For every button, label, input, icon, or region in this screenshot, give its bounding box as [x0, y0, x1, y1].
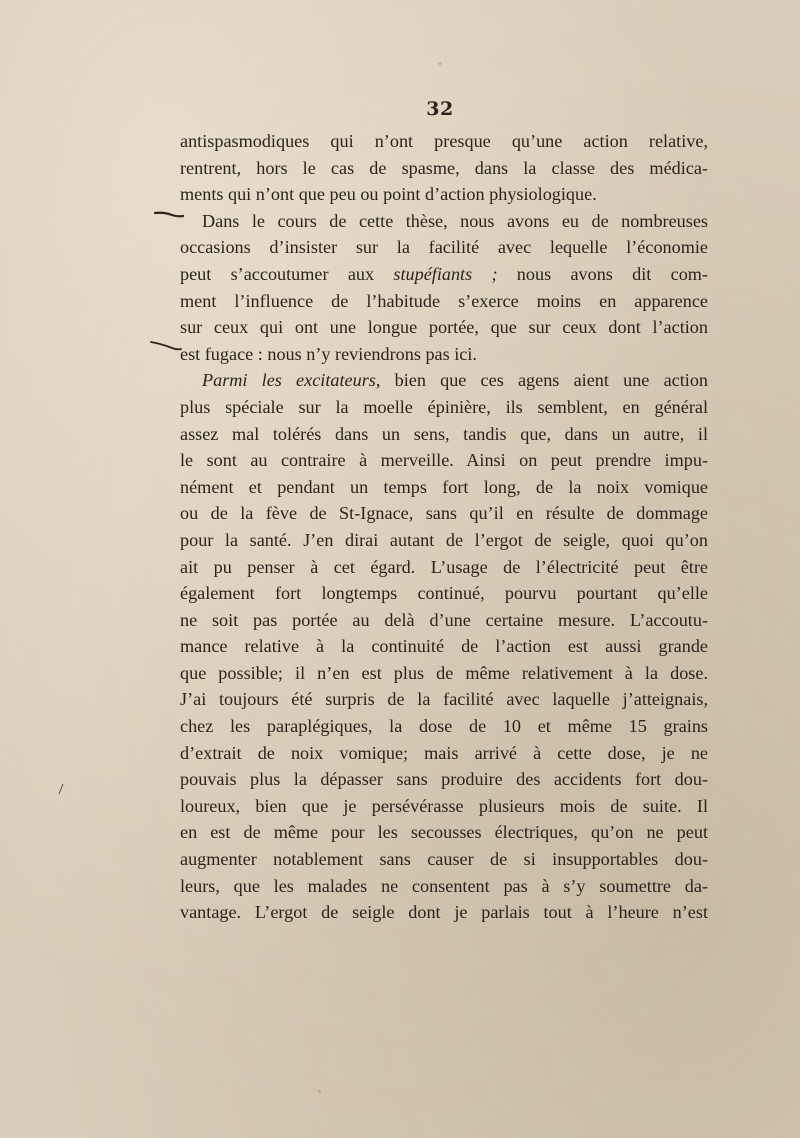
- text-line: vantage. L’ergot de seigle dont je parlais tout à l’heure n’est: [180, 902, 708, 923]
- text-line: le sont au contraire à merveille. Ainsi on peut prendre impu-: [180, 450, 708, 471]
- paper-spot: [438, 62, 442, 65]
- margin-mark-lower: [150, 340, 178, 348]
- text-line: nément et pendant un temps fort long, de la noix vomique: [180, 476, 708, 497]
- text-line: leurs, que les malades ne consentent pas à s’y soumettre da-: [180, 875, 708, 896]
- text-line: plus spéciale sur la moelle épinière, ils semblent, en général: [180, 396, 708, 417]
- text-fragment: peut s’accoutumer aux: [180, 263, 394, 284]
- margin-mark-upper: [154, 210, 182, 218]
- text-line: ment l’influence de l’habitude s’exerce moins en apparence: [180, 290, 708, 311]
- page-number: 32: [426, 98, 454, 120]
- text-line: occasions d’insister sur la facilité avec lequelle l’économie: [180, 237, 708, 258]
- text-line: ments qui n’ont que peu ou point d’action physiologique.: [180, 184, 597, 205]
- paper-spot: [318, 1090, 321, 1093]
- text-fragment: , bien que ces agens aient une action: [375, 370, 708, 391]
- margin-tick: [58, 780, 64, 799]
- text-line: loureux, bien que je persévérasse plusieurs mois de suite. Il: [180, 795, 708, 816]
- text-line: ait pu penser à cet égard. L’usage de l’électricité peut être: [180, 556, 708, 577]
- body-text: [180, 128, 708, 926]
- text-line: augmenter notablement sans causer de si insupportables dou-: [180, 849, 708, 870]
- italic-text: stupéfiants ;: [393, 263, 498, 284]
- text-line: également fort longtemps continué, pourvu pourtant qu’elle: [180, 583, 708, 604]
- text-line: antispasmodiques qui n’ont presque qu’une action relative,: [180, 131, 708, 151]
- text-line: Dans le cours de cette thèse, nous avons eu de nombreuses: [202, 210, 708, 231]
- text-line: d’extrait de noix vomique; mais arrivé à cette dose, je ne: [180, 742, 708, 763]
- text-line: pouvais plus la dépasser sans produire des accidents fort dou-: [180, 769, 708, 790]
- text-line: ne soit pas portée au delà d’une certaine mesure. L’accoutu-: [180, 609, 708, 630]
- text-line: ou de la fève de St-Ignace, sans qu’il en résulte de dommage: [180, 503, 708, 524]
- text-line: J’ai toujours été surpris de la facilité avec laquelle j’atteignais,: [180, 689, 708, 710]
- text-line: pour la santé. J’en dirai autant de l’ergot de seigle, quoi qu’on: [180, 529, 708, 550]
- text-line: chez les paraplégiques, la dose de 10 et même 15 grains: [180, 716, 708, 737]
- text-line: [180, 261, 708, 288]
- italic-text: Parmi les excitateurs: [202, 370, 376, 391]
- text-line: sur ceux qui ont une longue portée, que sur ceux dont l’action: [180, 317, 708, 338]
- text-line: en est de même pour les secousses électriques, qu’on ne peut: [180, 822, 708, 843]
- text-line: assez mal tolérés dans un sens, tandis que, dans un autre, il: [180, 423, 708, 444]
- text-fragment: nous avons dit com-: [497, 263, 708, 284]
- text-line: [180, 367, 708, 394]
- text-line: rentrent, hors le cas de spasme, dans la classe des médica-: [180, 157, 708, 178]
- text-line: que possible; il n’en est plus de même relativement à la dose.: [180, 662, 708, 683]
- text-line: est fugace : nous n’y reviendrons pas ici.: [180, 343, 477, 364]
- text-line: mance relative à la continuité de l’action est aussi grande: [180, 636, 708, 657]
